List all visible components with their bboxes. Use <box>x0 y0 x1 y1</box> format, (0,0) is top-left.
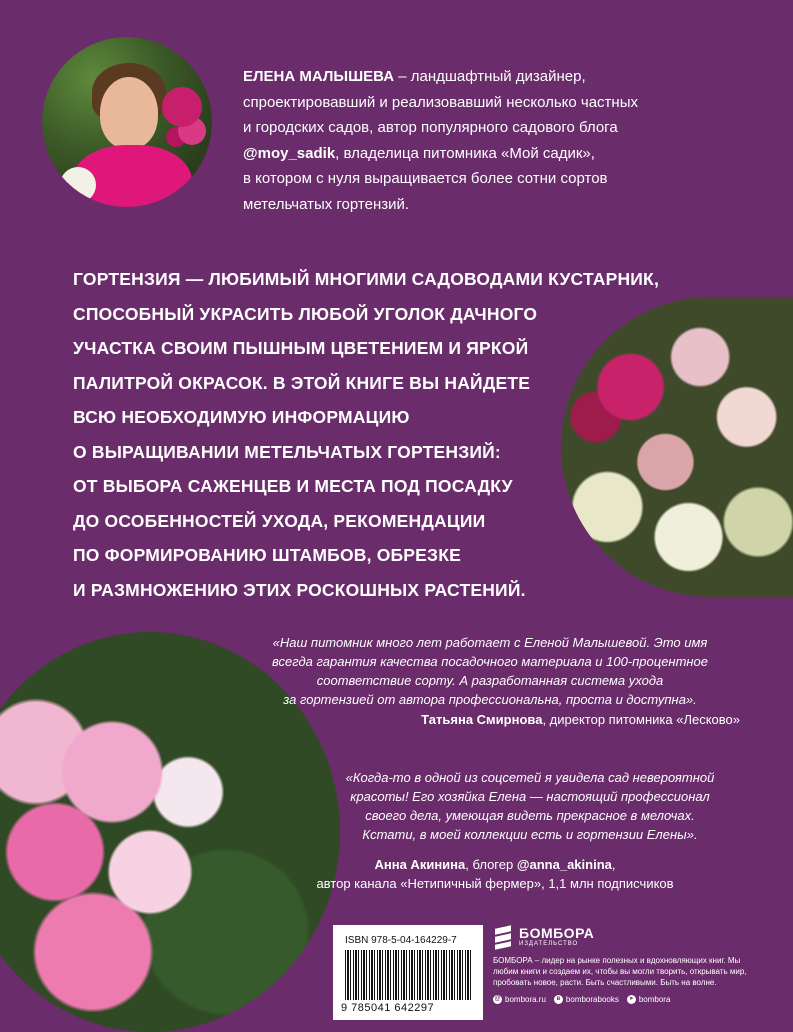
description-line: ГОРТЕНЗИЯ — ЛЮБИМЫЙ МНОГИМИ САДОВОДАМИ КУСТАРНИК, <box>73 269 660 289</box>
book-description <box>73 262 660 607</box>
vk-link[interactable]: в bomborabooks <box>554 994 619 1005</box>
barcode-icon <box>345 950 471 1000</box>
website-link[interactable]: @ bombora.ru <box>494 995 546 1004</box>
description-line: ПО ФОРМИРОВАНИЮ ШТАМБОВ, ОБРЕЗКЕ <box>73 545 461 565</box>
author-photo <box>42 37 212 207</box>
description-line: И РАЗМНОЖЕНИЮ ЭТИХ РОСКОШНЫХ РАСТЕНИЙ. <box>73 579 526 600</box>
description-line: ОТ ВЫБОРА САЖЕНЦЕВ И МЕСТА ПОД ПОСАДКУ <box>73 476 513 496</box>
review-quote-2: «Когда-то в одной из соцсетей я увидела сад невероятной красоты! Его хозяйка Елена — настоящий профессионал своего дела, умеющая видеть прекрасное в мелочах. Кстати, в моей коллекции есть и гортензии Елены». <box>345 770 715 842</box>
publisher-links <box>493 994 763 1005</box>
review-quote-1: «Наш питомник много лет работает с Еленой Малышевой. Это имя всегда гарантия качества посадочного материала и 100-процентное соответствие сорту. А разработанная система ухода за гортензией от автора профессиональна, проста и доступна». <box>271 635 709 707</box>
globe-icon: @ <box>494 996 501 1002</box>
publisher-description: БОМБОРА – лидер на рынке полезных и вдохновляющих книг. Мы любим книги и создаем их, чтобы вы могли творить, открывать мир, пробовать новое, расти. Быть счастливыми. Быть на волне. <box>493 956 747 987</box>
description-line: СПОСОБНЫЙ УКРАСИТЬ ЛЮБОЙ УГОЛОК ДАЧНОГО <box>73 303 538 324</box>
telegram-icon: ➤ <box>628 996 634 1002</box>
isbn-text: ISBN 978-5-04-164229-7 <box>345 935 457 946</box>
vk-icon: в <box>554 995 563 1004</box>
author-handle: @moy_sadik <box>243 144 336 162</box>
isbn-barcode <box>333 925 483 1020</box>
description-line: ДО ОСОБЕННОСТЕЙ УХОДА, РЕКОМЕНДАЦИИ <box>73 510 486 531</box>
review-1-signature: Татьяна Смирнова, директор питомника «Лесково» <box>421 712 740 727</box>
publisher-info <box>493 925 763 1005</box>
author-bio: ЕЛЕНА МАЛЫШЕВА – ландшафтный дизайнер, спроектировавший и реализовавший несколько частных и городских садов, автор популярного садового блога @moy_sadik, владелица питомника «Мой садик», в котором с нуля выращивается более сотни сортов метельчатых гортензий. <box>243 68 638 213</box>
bombora-logo-icon <box>493 925 513 949</box>
barcode-number: 9 785041 642297 <box>341 1002 435 1014</box>
description-line: УЧАСТКА СВОИМ ПЫШНЫМ ЦВЕТЕНИЕМ И ЯРКОЙ <box>73 338 529 358</box>
description-line: ВСЮ НЕОБХОДИМУЮ ИНФОРМАЦИЮ <box>73 407 410 427</box>
review-2-signature: Анна Акинина, блогер @anna_akinina, автор канала «Нетипичный фермер», 1,1 млн подписчиков <box>316 857 674 891</box>
hydrangea-photo-right <box>561 297 793 597</box>
publisher-logo: БОМБОРА ИЗДАТЕЛЬСТВО <box>493 925 763 949</box>
author-name: ЕЛЕНА МАЛЫШЕВА <box>243 68 395 85</box>
social-link[interactable]: ➤ bombora <box>628 995 671 1004</box>
description-line: ПАЛИТРОЙ ОКРАСОК. В ЭТОЙ КНИГЕ ВЫ НАЙДЕТЕ <box>73 372 531 393</box>
description-line: О ВЫРАЩИВАНИИ МЕТЕЛЬЧАТЫХ ГОРТЕНЗИЙ: <box>73 441 501 462</box>
